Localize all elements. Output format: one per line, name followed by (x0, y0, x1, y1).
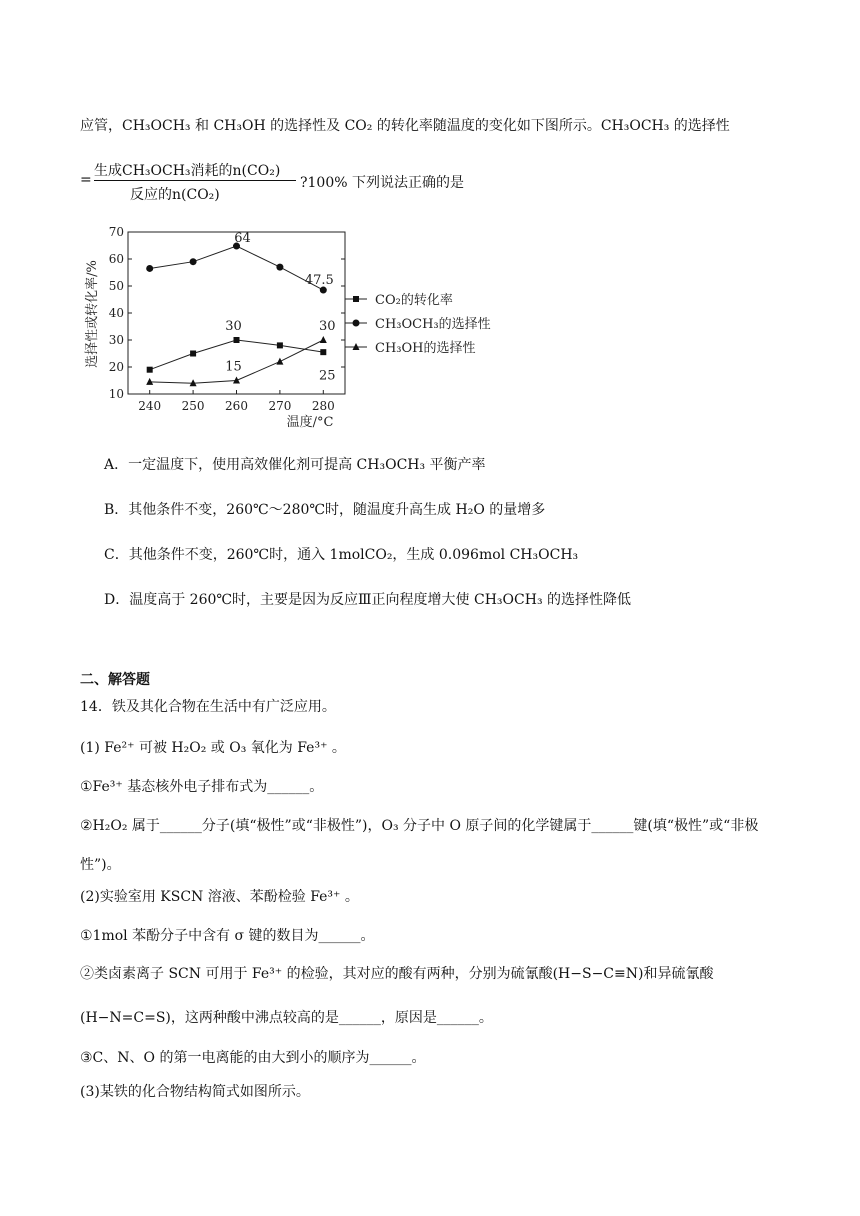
selectivity-formula (80, 158, 480, 208)
y-tick-label: 70 (108, 225, 124, 239)
option-a: A．一定温度下，使用高效催化剂可提高 CH₃OCH₃ 平衡产率 (104, 457, 486, 473)
data-point (146, 265, 153, 272)
q14-part2a: ①1mol 苯酚分子中含有 σ 键的数目为______。 (80, 928, 375, 944)
x-tick-label: 270 (268, 399, 292, 413)
data-label: 64 (234, 231, 251, 247)
data-point (276, 264, 283, 271)
chart-xlabel: 温度/°C (286, 415, 334, 430)
x-tick-label: 250 (181, 399, 205, 413)
q14-part1b-cont: 性”)。 (80, 857, 121, 873)
temperature-chart (78, 220, 538, 440)
data-label: 25 (319, 368, 336, 384)
legend-label: CH₃OH的选择性 (375, 341, 476, 356)
option-c: C．其他条件不变，260℃时，通入 1molCO₂，生成 0.096mol CH₃OCH₃ (104, 547, 579, 563)
y-tick-label: 60 (108, 252, 124, 266)
x-tick-label: 260 (225, 399, 248, 413)
legend-label: CO₂的转化率 (375, 293, 453, 308)
q14-part2c: ③C、N、O 的第一电离能的由大到小的顺序为______。 (80, 1050, 426, 1066)
fraction-bar (94, 180, 296, 181)
q14-part2b: ②类卤素离子 SCN 可用于 Fe³⁺ 的检验，其对应的酸有两种，分别为硫氰酸(H−S−C≡N)和异硫氰酸 (80, 966, 714, 982)
legend-marker (353, 320, 360, 327)
data-label: 15 (225, 359, 242, 375)
data-point (146, 378, 153, 385)
data-point (147, 367, 153, 373)
y-tick-label: 20 (108, 360, 124, 374)
legend-marker (353, 296, 359, 302)
series-line-1 (150, 246, 324, 290)
formula-denominator: 反应的n(CO₂) (130, 187, 220, 203)
data-point (190, 351, 196, 357)
data-point (190, 258, 197, 265)
data-label: 47.5 (304, 272, 334, 288)
data-point (277, 342, 283, 348)
q14-part2: (2)实验室用 KSCN 溶液、苯酚检验 Fe³⁺ 。 (80, 889, 359, 905)
y-tick-label: 40 (108, 306, 124, 320)
option-b: B．其他条件不变，260℃～280℃时，随温度升高生成 H₂O 的量增多 (104, 502, 546, 518)
formula-equals: = (80, 172, 92, 188)
legend-label: CH₃OCH₃的选择性 (375, 317, 491, 332)
data-point (234, 337, 240, 343)
y-tick-label: 50 (108, 279, 124, 293)
q14-part3: (3)某铁的化合物结构简式如图所示。 (80, 1084, 310, 1100)
option-d: D．温度高于 260℃时，主要是因为反应Ⅲ正向程度增大使 CH₃OCH₃ 的选择性降低 (104, 592, 632, 608)
q14-part1a: ①Fe³⁺ 基态核外电子排布式为______。 (80, 779, 324, 795)
q14-part2b-cont: (H−N=C=S)，这两种酸中沸点较高的是______，原因是______。 (80, 1010, 493, 1026)
data-point (276, 358, 283, 365)
data-label: 30 (225, 319, 242, 334)
q14-part1: (1) Fe²⁺ 可被 H₂O₂ 或 O₃ 氧化为 Fe³⁺ 。 (80, 740, 346, 756)
formula-numerator: 生成CH₃OCH₃消耗的n(CO₂) (94, 163, 281, 179)
q14-stem: 14．铁及其化合物在生活中有广泛应用。 (80, 699, 336, 715)
formula-tail: ?100% 下列说法正确的是 (300, 175, 464, 191)
data-label: 30 (319, 319, 336, 334)
chart-ylabel: 选择性或转化率/% (85, 260, 100, 368)
x-tick-label: 280 (311, 399, 335, 413)
y-tick-label: 30 (108, 333, 124, 347)
section-title: 二、解答题 (80, 672, 150, 688)
data-point (320, 349, 326, 355)
intro-line: 应管，CH₃OCH₃ 和 CH₃OH 的选择性及 CO₂ 的转化率随温度的变化如下图所示。CH₃OCH₃ 的选择性 (80, 118, 730, 134)
y-tick-label: 10 (108, 387, 124, 401)
data-point (233, 377, 240, 384)
data-point (320, 336, 327, 343)
x-tick-label: 240 (138, 399, 162, 413)
q14-part1b: ②H₂O₂ 属于______分子(填“极性”或“非极性”)，O₃ 分子中 O 原子间的化学键属于______键(填“极性”或“非极 (80, 818, 759, 834)
